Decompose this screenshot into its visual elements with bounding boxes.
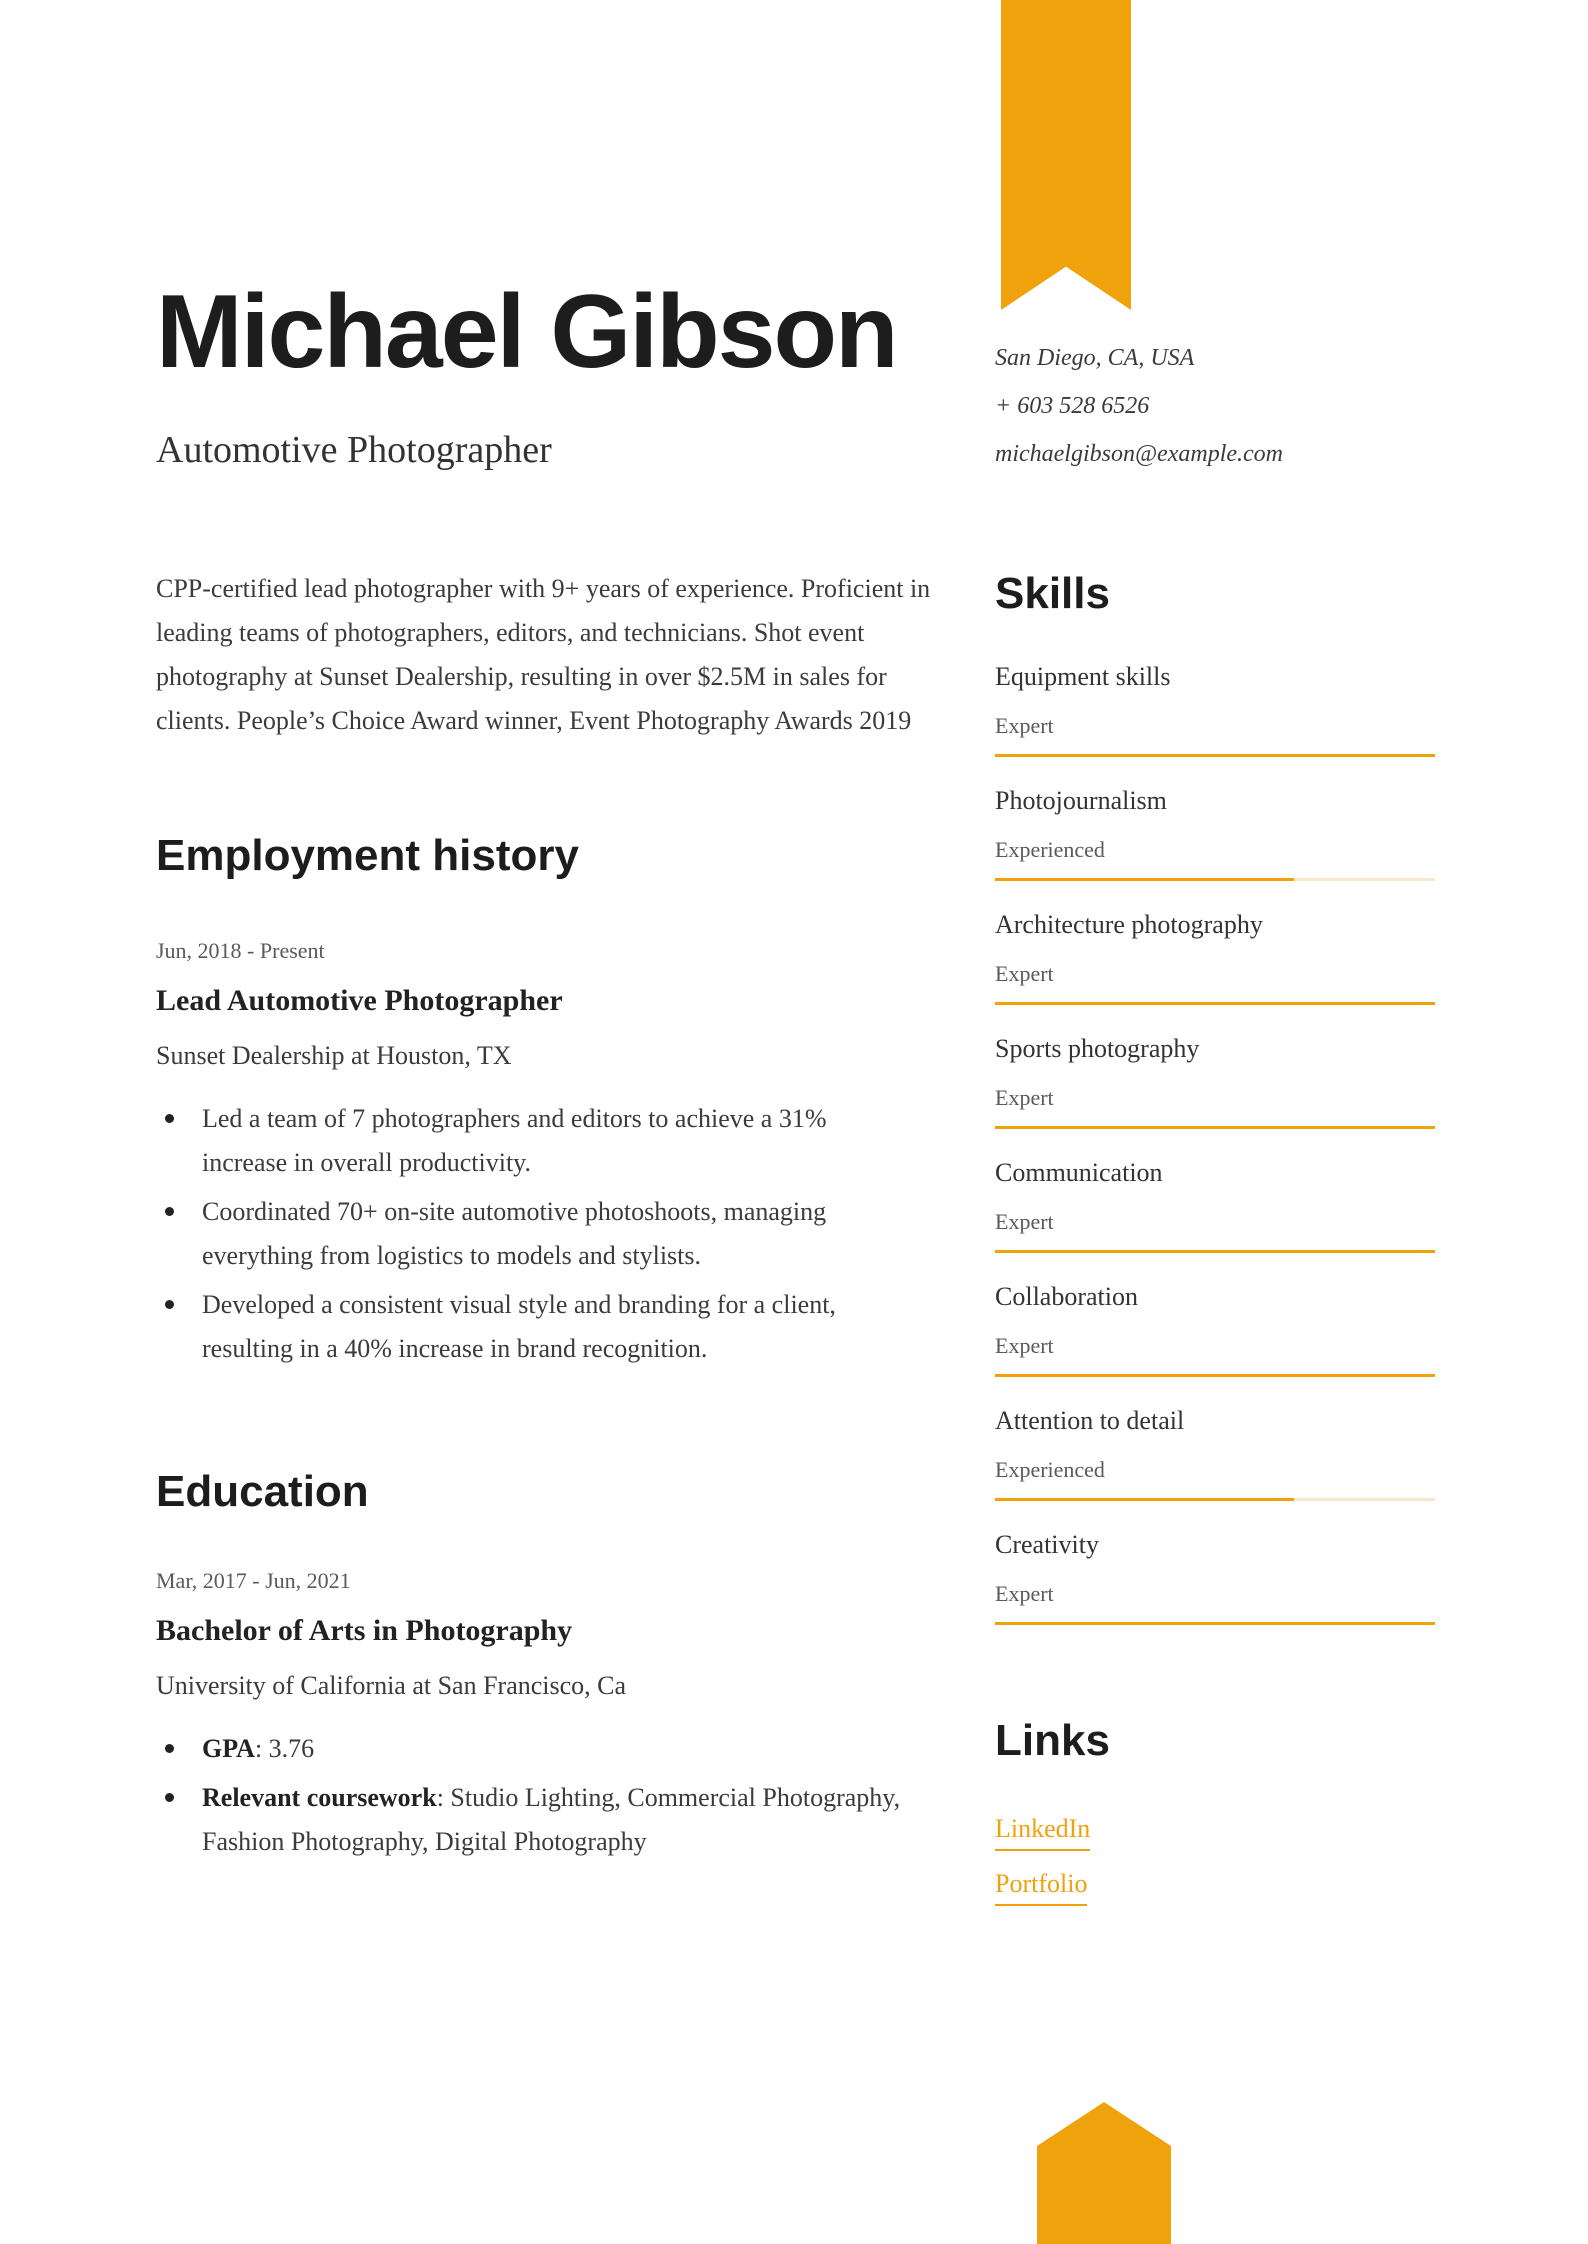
skill-progress-bar: [995, 1002, 1435, 1005]
bullet-label: GPA: [202, 1734, 255, 1764]
skill-level: Experienced: [995, 1456, 1105, 1482]
employment-bullet-list: [156, 1097, 916, 1371]
skill-name: Creativity: [995, 1529, 1099, 1559]
education-bullet-list: [156, 1727, 916, 1864]
employment-bullet: Developed a consistent visual style and branding for a client, resulting in a 40% increase in brand recognition.: [156, 1283, 916, 1371]
employment-company: Sunset Dealership at Houston, TX: [156, 1041, 512, 1071]
skill-item: [995, 1405, 1435, 1501]
education-bullet: [156, 1727, 916, 1771]
skill-item: [995, 1033, 1435, 1129]
sidebar-column: [995, 0, 1435, 1923]
pentagon-shape: [1037, 2102, 1171, 2244]
skill-level: Experienced: [995, 836, 1105, 862]
employment-date-range: Jun, 2018 - Present: [156, 937, 325, 963]
education-degree: Bachelor of Arts in Photography: [156, 1614, 573, 1648]
employment-section-heading: Employment history: [156, 830, 579, 880]
contact-phone: + 603 528 6526: [995, 393, 1150, 419]
skill-progress-bar: [995, 1374, 1435, 1377]
bullet-label: Relevant coursework: [202, 1783, 437, 1813]
education-bullet: [156, 1776, 916, 1864]
candidate-name: Michael Gibson: [156, 274, 897, 390]
employment-bullet: Coordinated 70+ on-site automotive photoshoots, managing everything from logistics to models and stylists.: [156, 1190, 916, 1278]
skill-name: Photojournalism: [995, 785, 1167, 815]
link-item: [995, 1813, 1435, 1851]
links-section-heading: Links: [995, 1715, 1110, 1765]
education-date-range: Mar, 2017 - Jun, 2021: [156, 1567, 351, 1593]
profile-summary: CPP-certified lead photographer with 9+ years of experience. Proficient in leading teams of photographers, editors, and technicians. Shot event photography at Sunset Dealership, resulting in over $2.5M in sales for clients. People’s Choice Award winner, Event Photography Awards 2019: [156, 573, 931, 735]
skill-name: Equipment skills: [995, 661, 1171, 691]
skill-level: Expert: [995, 1084, 1054, 1110]
portfolio-link[interactable]: Portfolio: [995, 1868, 1087, 1906]
skill-item: [995, 1157, 1435, 1253]
skill-name: Communication: [995, 1157, 1163, 1187]
skill-list: [995, 661, 1435, 1625]
skill-level: Expert: [995, 1332, 1054, 1358]
link-item: [995, 1868, 1435, 1906]
skill-name: Collaboration: [995, 1281, 1138, 1311]
skill-item: [995, 909, 1435, 1005]
skill-name: Sports photography: [995, 1033, 1200, 1063]
education-school: University of California at San Francisco, Ca: [156, 1671, 627, 1701]
contact-block: [995, 334, 1435, 478]
bullet-text: : 3.76: [254, 1734, 315, 1764]
linkedin-link[interactable]: LinkedIn: [995, 1813, 1090, 1851]
skill-level: Expert: [995, 1580, 1054, 1606]
skill-item: [995, 661, 1435, 757]
skills-section-heading: Skills: [995, 569, 1110, 618]
skill-progress-bar: [995, 1622, 1435, 1625]
bullet-text: : Studio Lighting, Commercial Photography, Fashion Photography, Digital Photography: [202, 1783, 901, 1857]
education-section-heading: Education: [156, 1467, 369, 1517]
contact-location: San Diego, CA, USA: [995, 345, 1195, 371]
skill-progress-bar: [995, 878, 1435, 881]
skill-name: Architecture photography: [995, 909, 1263, 939]
skill-level: Expert: [995, 960, 1054, 986]
employment-bullet: Led a team of 7 photographers and editors to achieve a 31% increase in overall productivity.: [156, 1097, 916, 1185]
employment-job-title: Lead Automotive Photographer: [156, 984, 563, 1018]
skill-item: [995, 1281, 1435, 1377]
contact-email: michaelgibson@example.com: [995, 441, 1283, 467]
skill-progress-bar: [995, 754, 1435, 757]
candidate-job-title: Automotive Photographer: [156, 429, 552, 472]
skill-progress-bar: [995, 1498, 1435, 1501]
skill-item: [995, 785, 1435, 881]
main-column: [156, 0, 936, 1869]
skill-progress-bar: [995, 1126, 1435, 1129]
skill-item: [995, 1529, 1435, 1625]
skill-level: Expert: [995, 712, 1054, 738]
skill-level: Expert: [995, 1208, 1054, 1234]
skill-name: Attention to detail: [995, 1405, 1185, 1435]
skill-progress-bar: [995, 1250, 1435, 1253]
link-list: [995, 1813, 1435, 1906]
